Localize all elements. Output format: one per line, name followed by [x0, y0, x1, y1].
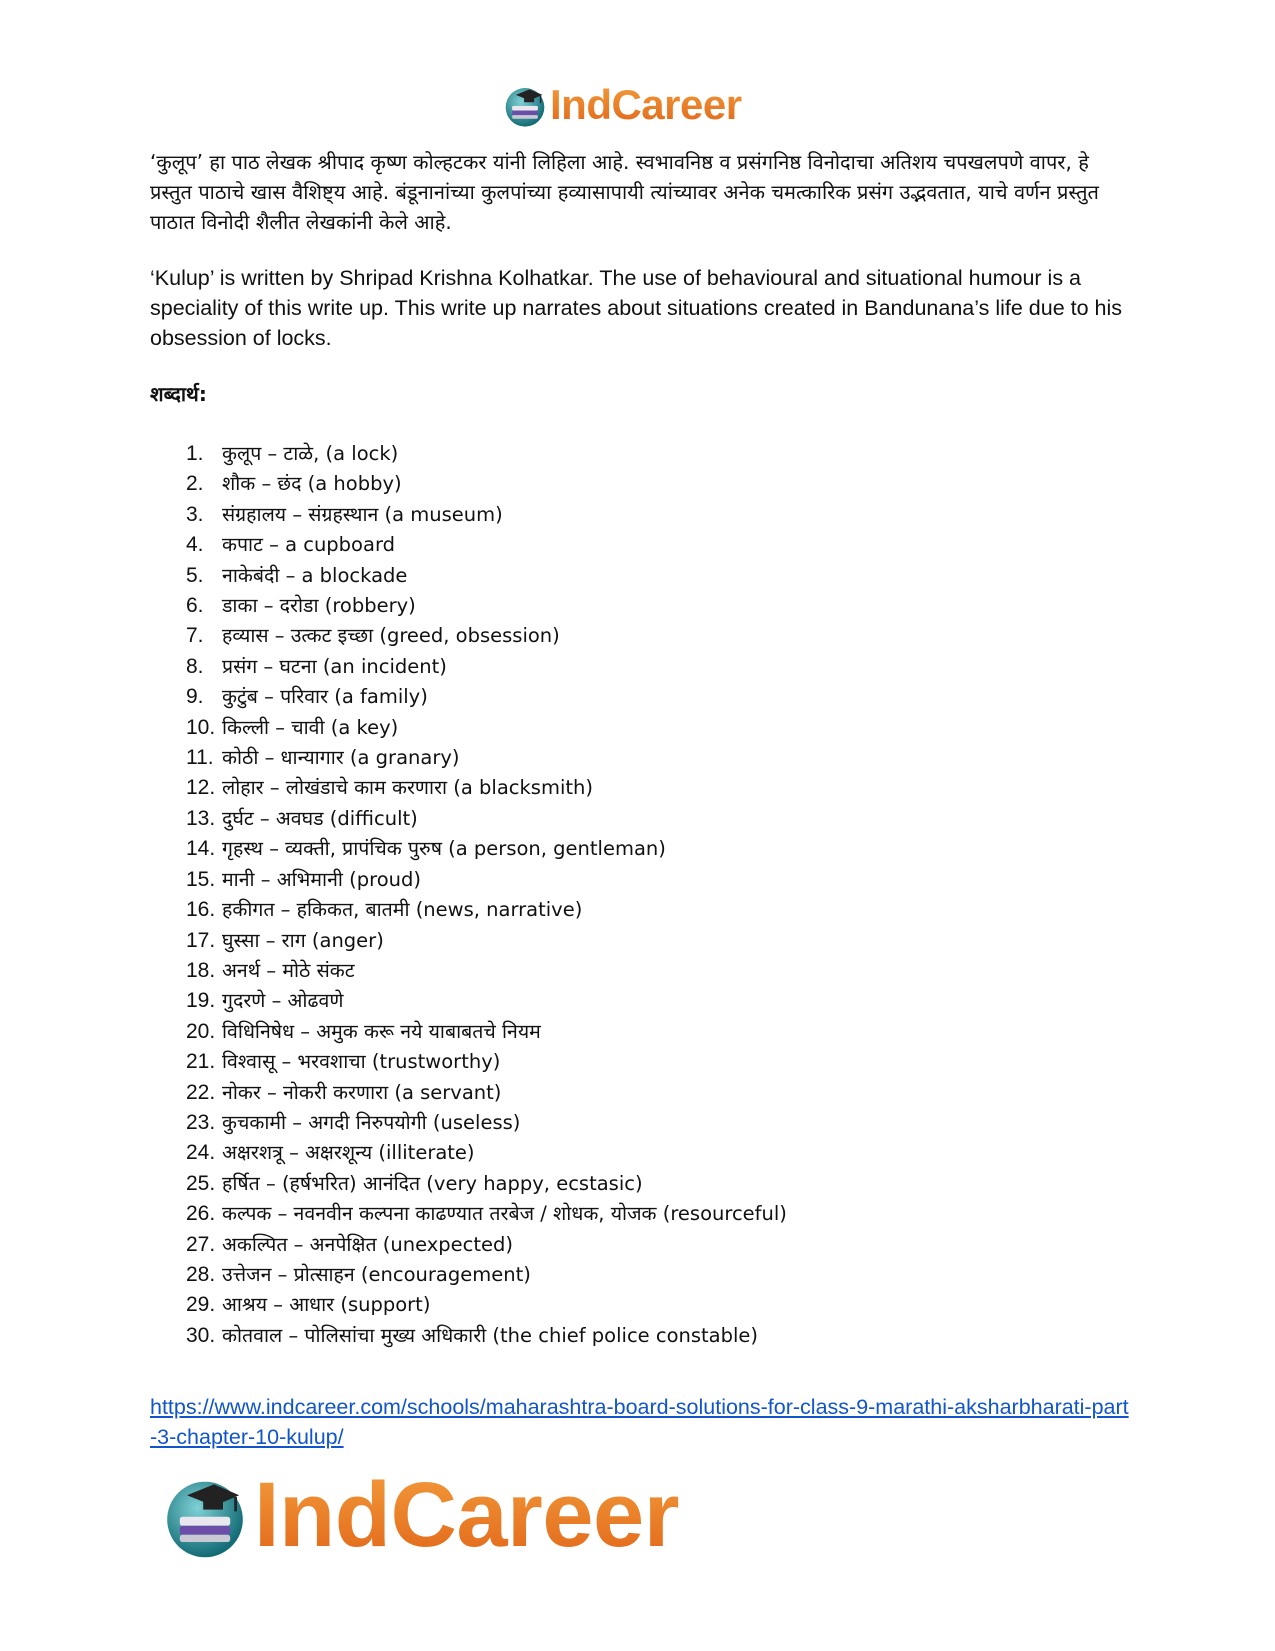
glossary-item-number: 20.	[186, 1019, 216, 1043]
glossary-item-text: कल्पक – नवनवीन कल्पना काढण्यात तरबेज / शोधक, योजक (resourceful)	[222, 1202, 787, 1226]
glossary-item	[186, 1047, 1130, 1077]
glossary-item	[186, 1078, 1130, 1108]
glossary-item	[186, 865, 1130, 895]
glossary-item-number: 4.	[186, 533, 204, 557]
glossary-item-text: आश्रय – आधार (support)	[222, 1293, 431, 1317]
glossary-item-number: 28.	[186, 1262, 216, 1286]
glossary-item-text: कपाट – a cupboard	[222, 533, 395, 557]
glossary-item-text: कुटुंब – परिवार (a family)	[222, 685, 428, 709]
glossary-item	[186, 1290, 1130, 1320]
glossary-item-text: विधिनिषेध – अमुक करू नये याबाबतचे नियम	[222, 1019, 541, 1043]
glossary-item-number: 30.	[186, 1323, 216, 1347]
glossary-item-text: शौक – छंद (a hobby)	[222, 472, 402, 496]
glossary-item-number: 6.	[186, 594, 204, 618]
glossary-item	[186, 1138, 1130, 1168]
glossary-item	[186, 956, 1130, 986]
glossary-item-number: 15.	[186, 867, 216, 891]
glossary-item-number: 8.	[186, 654, 204, 678]
glossary-item-text: मानी – अभिमानी (proud)	[222, 867, 422, 891]
glossary-item-text: कोतवाल – पोलिसांचा मुख्य अधिकारी (the chief police constable)	[222, 1323, 759, 1347]
glossary-item	[186, 621, 1130, 651]
glossary-heading: शब्दार्थ:	[150, 382, 207, 406]
glossary-list	[150, 439, 1130, 1351]
glossary-item	[186, 804, 1130, 834]
glossary-item-text: लोहार – लोखंडाचे काम करणारा (a blacksmith)	[222, 776, 593, 800]
footer-logo	[160, 1465, 679, 1565]
glossary-item-text: विश्वासू – भरवशाचा (trustworthy)	[222, 1050, 501, 1074]
glossary-item	[186, 1169, 1130, 1199]
source-link[interactable]: https://www.indcareer.com/schools/maharashtra-board-solutions-for-class-9-marathi-aksharbharati-part-3-chapter-10-kulup/	[150, 1395, 1129, 1449]
glossary-item-number: 24.	[186, 1141, 216, 1165]
glossary-item-number: 26.	[186, 1202, 216, 1226]
glossary-item-number: 2.	[186, 472, 204, 496]
glossary-item	[186, 834, 1130, 864]
glossary-item-number: 19.	[186, 989, 216, 1013]
glossary-item-text: नोकर – नोकरी करणारा (a servant)	[222, 1080, 502, 1104]
glossary-item-number: 11.	[186, 746, 214, 770]
glossary-item-text: हर्षित – (हर्षभरित) आनंदित (very happy, ecstasic)	[222, 1171, 643, 1195]
glossary-item-number: 7.	[186, 624, 204, 648]
intro-english: ‘Kulup’ is written by Shripad Krishna Kolhatkar. The use of behavioural and situational humour is a speciality of this write up. This write up narrates about situations created in Bandunana’s life due to his obsession of locks.	[150, 266, 1123, 350]
glossary-item-number: 23.	[186, 1110, 216, 1134]
glossary-item	[186, 591, 1130, 621]
glossary-item-text: कोठी – धान्यागार (a granary)	[222, 746, 460, 770]
logo-emblem-icon	[502, 82, 548, 128]
glossary-item	[186, 652, 1130, 682]
glossary-item-text: अक्षरशत्रू – अक्षरशून्य (illiterate)	[222, 1141, 475, 1165]
glossary-item	[186, 895, 1130, 925]
glossary-item-number: 22.	[186, 1080, 216, 1104]
glossary-item-number: 16.	[186, 898, 216, 922]
glossary-item-text: डाका – दरोडा (robbery)	[222, 594, 416, 618]
glossary-item	[186, 561, 1130, 591]
glossary-item	[186, 1260, 1130, 1290]
glossary-item-number: 18.	[186, 958, 216, 982]
glossary-item-text: नाकेबंदी – a blockade	[222, 563, 408, 587]
glossary-item-text: अनर्थ – मोठे संकट	[222, 958, 355, 982]
header-logo	[502, 80, 742, 130]
glossary-item	[186, 1017, 1130, 1047]
glossary-item-text: गृहस्थ – व्यक्ती, प्रापंचिक पुरुष (a person, gentleman)	[222, 837, 666, 861]
glossary-item	[186, 1230, 1130, 1260]
logo-emblem-icon	[160, 1470, 250, 1560]
glossary-item-number: 5.	[186, 563, 204, 587]
glossary-item-number: 27.	[186, 1232, 216, 1256]
glossary-item-text: कुचकामी – अगदी निरुपयोगी (useless)	[222, 1110, 521, 1134]
glossary-item-text: दुर्घट – अवघड (difficult)	[222, 806, 418, 830]
glossary-item-number: 12.	[186, 776, 216, 800]
logo-wordmark: IndCareer	[254, 1464, 679, 1566]
main-content	[150, 147, 1130, 1351]
glossary-item	[186, 743, 1130, 773]
glossary-item	[186, 1321, 1130, 1351]
glossary-item-number: 10.	[186, 715, 216, 739]
glossary-item-text: हकीगत – हकिकत, बातमी (news, narrative)	[222, 898, 583, 922]
glossary-item	[186, 530, 1130, 560]
glossary-item-text: हव्यास – उत्कट इच्छा (greed, obsession)	[222, 624, 560, 648]
glossary-item-number: 1.	[186, 442, 204, 465]
glossary-item-text: गुदरणे – ओढवणे	[222, 989, 344, 1013]
glossary-item-number: 25.	[186, 1171, 216, 1195]
glossary-item-number: 3.	[186, 502, 204, 526]
glossary-item	[186, 682, 1130, 712]
glossary-item	[186, 773, 1130, 803]
glossary-item-text: घुस्सा – राग (anger)	[222, 928, 384, 952]
glossary-item-number: 29.	[186, 1293, 216, 1317]
glossary-item	[186, 986, 1130, 1016]
glossary-item	[186, 1199, 1130, 1229]
glossary-item-text: कुलूप – टाळे, (a lock)	[222, 442, 399, 465]
glossary-item-text: अकल्पित – अनपेक्षित (unexpected)	[222, 1232, 514, 1256]
glossary-item	[186, 713, 1130, 743]
glossary-item-number: 9.	[186, 685, 204, 709]
glossary-item	[186, 469, 1130, 499]
glossary-item-text: किल्ली – चावी (a key)	[222, 715, 399, 739]
glossary-item-text: संग्रहालय – संग्रहस्थान (a museum)	[222, 502, 503, 526]
glossary-item	[186, 926, 1130, 956]
logo-wordmark: IndCareer	[550, 81, 742, 128]
glossary-item	[186, 1108, 1130, 1138]
glossary-item-number: 21.	[186, 1050, 216, 1074]
glossary-item-number: 13.	[186, 806, 216, 830]
intro-marathi: ‘कुलूप’ हा पाठ लेखक श्रीपाद कृष्ण कोल्हटकर यांनी लिहिला आहे. स्वभावनिष्ठ व प्रसंगनिष्ठ विनोदाचा अतिशय चपखलपणे वापर, हे प्रस्तुत पाठाचे खास वैशिष्ट्य आहे. बंडूनानांच्या कुलपांच्या हव्यासापायी त्यांच्यावर अनेक चमत्कारिक प्रसंग उद्भवतात, याचे वर्णन प्रस्तुत पाठात विनोदी शैलीत लेखकांनी केले आहे.	[150, 150, 1099, 234]
glossary-item-number: 14.	[186, 837, 216, 861]
glossary-item	[186, 500, 1130, 530]
glossary-item-text: प्रसंग – घटना (an incident)	[222, 654, 447, 678]
glossary-item-text: उत्तेजन – प्रोत्साहन (encouragement)	[222, 1262, 531, 1286]
glossary-item	[186, 439, 1130, 469]
glossary-item-number: 17.	[186, 928, 216, 952]
